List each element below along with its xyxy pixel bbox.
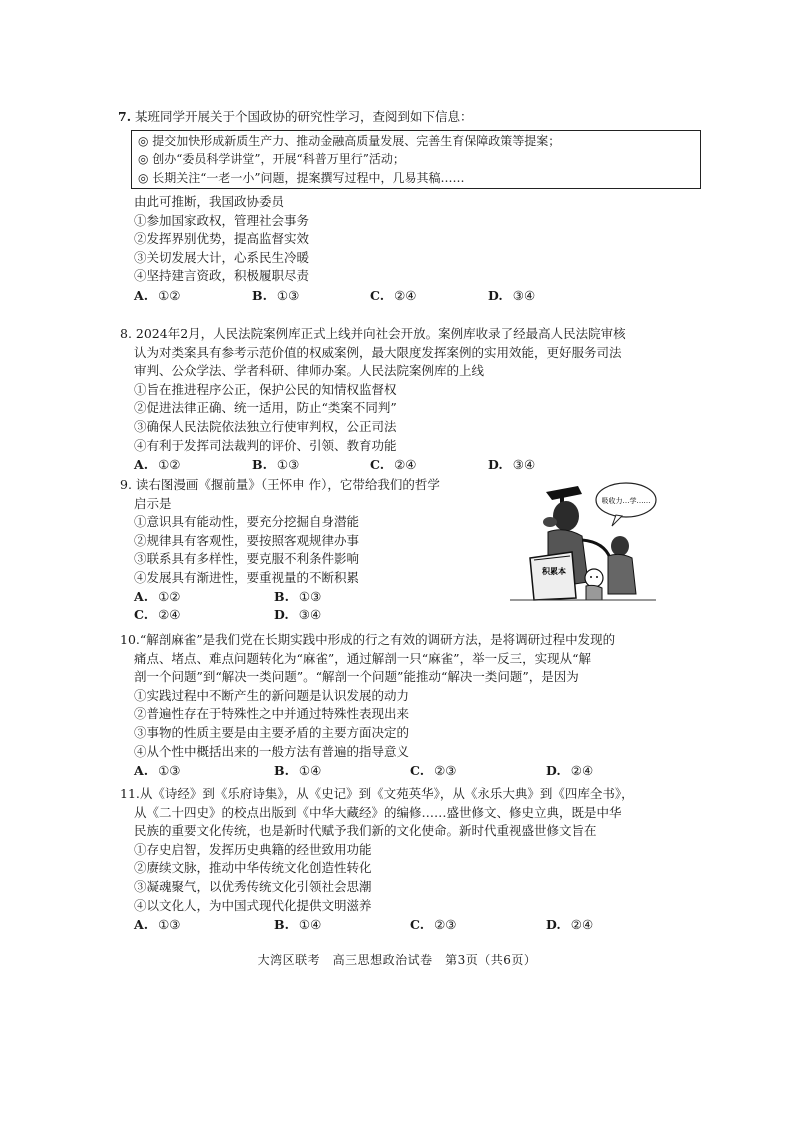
question-7 — [118, 108, 694, 306]
statement-item: ④从个性中概括出来的一般方法有普遍的指导意义 — [134, 743, 410, 759]
option-a: A. ①② — [134, 288, 181, 304]
speech-bubble-text: 吸收力…学…… — [601, 497, 651, 505]
question-7-lead: 由此可推断，我国政协委员 — [134, 194, 285, 210]
option-b: B. ①③ — [252, 288, 300, 304]
statement-item: ③事物的性质主要是由主要矛盾的主要方面决定的 — [134, 724, 410, 740]
statement-item: ②赓续文脉，推动中华传统文化创造性转化 — [134, 860, 372, 876]
statement-item: ④以文化人，为中国式现代化提供文明滋养 — [134, 897, 372, 913]
option-a: A. ①② — [134, 457, 181, 473]
option-c: C. ②③ — [410, 917, 457, 933]
option-a: A. ①② — [134, 588, 181, 604]
info-box-line: ◎ 创办“委员科学讲堂”，开展“科普万里行”活动； — [138, 152, 405, 167]
option-c: C. ②④ — [370, 288, 417, 304]
page-footer: 大湾区联考 高三思想政治试卷 第3页（共6页） — [257, 953, 537, 967]
info-box — [131, 130, 701, 190]
book-label: 积累本 — [542, 567, 566, 576]
statement-item: ②规律具有客观性，要按照客观规律办事 — [134, 532, 360, 548]
question-9 — [120, 476, 504, 625]
option-c: C. ②③ — [410, 763, 457, 779]
question-10-stem: 10.“解剖麻雀”是我们党在长期实践中形成的行之有效的调研方法，是将调研过程中发现的 — [120, 632, 616, 647]
statement-item: ②普遍性存在于特殊性之中并通过特殊性表现出来 — [134, 706, 410, 722]
cartoon-illustration — [508, 482, 658, 602]
statement-item: ①参加国家政权，管理社会事务 — [134, 212, 310, 228]
question-8-stem: 8. 2024年2月，人民法院案例库正式上线并向社会开放。案例库收录了经最高人民法院审核 — [120, 326, 626, 341]
statement-item: ②发挥界别优势，提高监督实效 — [134, 231, 310, 247]
option-b: B. ①④ — [274, 917, 322, 933]
statement-item: ①旨在推进程序公正，保护公民的知情权监督权 — [134, 381, 397, 397]
statement-item: ④发展具有渐进性，要重视量的不断积累 — [134, 569, 360, 585]
answer-options — [134, 287, 694, 306]
question-11-stem: 从《二十四史》的校点出版到《中华大藏经》的编修……盛世修文、修史立典，既是中华 — [134, 804, 622, 820]
statement-item: ③凝魂聚气，以优秀传统文化引领社会思潮 — [134, 878, 372, 894]
answer-options — [134, 916, 694, 935]
question-8-stem: 认为对类案具有参考示范价值的权威案例，最大限度发挥案例的实用效能，更好服务司法 — [134, 344, 622, 360]
info-box-line: ◎ 提交加快形成新质生产力、推动金融高质量发展、完善生育保障政策等提案； — [138, 133, 561, 148]
question-9-stem: 9. 读右图漫画《揠前量》（王怀申 作），它带给我们的哲学 — [120, 477, 440, 492]
option-b: B. ①③ — [252, 457, 300, 473]
statement-item: ①实践过程中不断产生的新问题是认识发展的动力 — [134, 687, 410, 703]
question-10-stem: 痛点、堵点、难点问题转化为“麻雀”，通过解剖一只“麻雀”，举一反三，实现从“解 — [134, 650, 591, 666]
statement-item: ③确保人民法院依法独立行使审判权，公正司法 — [134, 418, 397, 434]
question-11-stem: 11.从《诗经》到《乐府诗集》，从《史记》到《文苑英华》，从《永乐大典》到《四库全书》， — [120, 786, 634, 801]
option-a: A. ①③ — [134, 763, 181, 779]
answer-options — [134, 456, 694, 475]
option-c: C. ②④ — [370, 457, 417, 473]
question-9-stem: 启示是 — [134, 495, 172, 511]
statement-item: ④有利于发挥司法裁判的评价、引领、教育功能 — [134, 437, 397, 453]
question-7-stem: 7. 某班同学开展关于个国政协的研究性学习，查阅到如下信息： — [118, 109, 473, 124]
question-11-stem: 民族的重要文化传统，也是新时代赋予我们新的文化使命。新时代重视盛世修文旨在 — [134, 823, 597, 839]
question-10 — [120, 631, 694, 781]
question-10-stem: 剖一个问题”到“解决一类问题”。“解剖一个问题”能推动“解决一类问题”，是因为 — [134, 669, 579, 685]
option-d: D. ③④ — [274, 607, 322, 623]
question-8 — [120, 325, 694, 475]
statement-item: ③关切发展大计，心系民生冷暖 — [134, 249, 310, 265]
option-c: C. ②④ — [134, 607, 181, 623]
option-a: A. ①③ — [134, 917, 181, 933]
option-d: D. ②④ — [546, 763, 594, 779]
option-d: D. ③④ — [488, 457, 536, 473]
statement-item: ④坚持建言资政，积极履职尽责 — [134, 268, 310, 284]
answer-options — [134, 762, 694, 781]
option-d: D. ②④ — [546, 917, 594, 933]
statement-item: ②促进法律正确、统一适用，防止“类案不同判” — [134, 400, 397, 416]
statement-item: ③联系具有多样性，要克服不利条件影响 — [134, 551, 360, 567]
info-box-line: ◎ 长期关注“一老一小”问题，提案撰写过程中，几易其稿…… — [138, 170, 465, 185]
answer-options — [134, 588, 504, 625]
question-8-stem: 审判、公众学法、学者科研、律师办案。人民法院案例库的上线 — [134, 363, 485, 379]
option-d: D. ③④ — [488, 288, 536, 304]
statement-item: ①存史启智，发挥历史典籍的经世致用功能 — [134, 841, 372, 857]
statement-item: ①意识具有能动性，要充分挖掘自身潜能 — [134, 514, 360, 530]
option-b: B. ①③ — [274, 588, 322, 604]
question-11 — [120, 785, 694, 935]
option-b: B. ①④ — [274, 763, 322, 779]
